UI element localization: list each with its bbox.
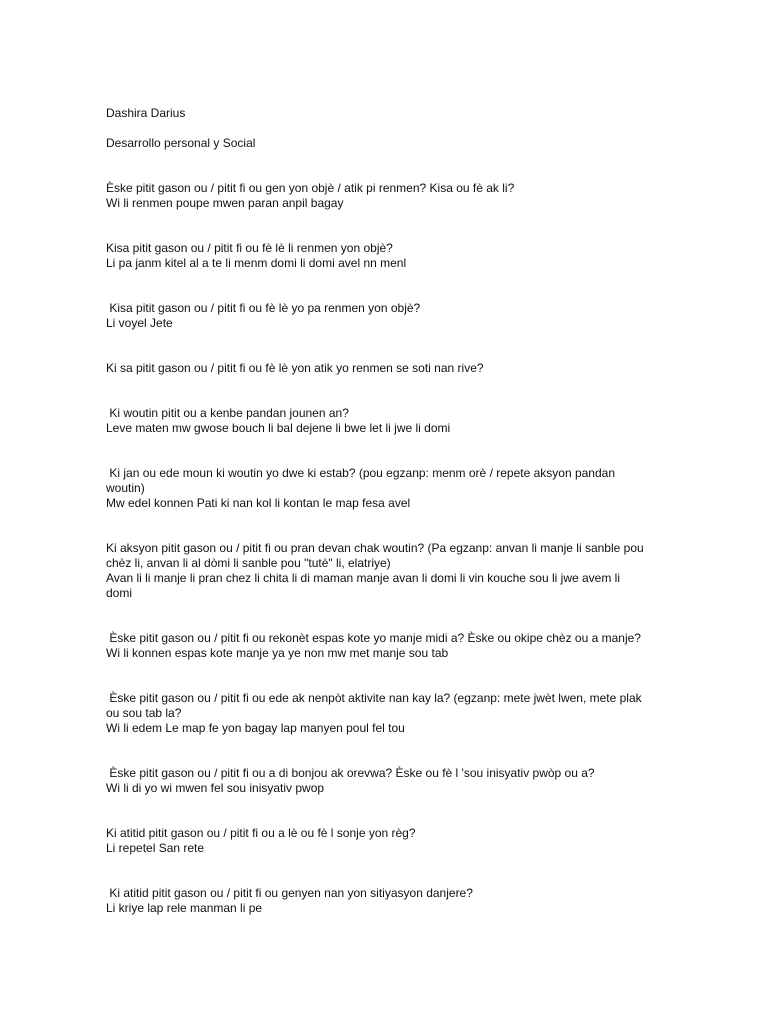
qa-item [106,886,646,916]
qa-item [106,541,646,601]
qa-item [106,691,646,736]
question-text: Èske pitit gason ou / pitit fi ou a di bonjou ak orevwa? Èske ou fè l 'sou inisyativ pwòp ou a? [106,766,595,780]
question-text: Ki sa pitit gason ou / pitit fi ou fè lè yon atik yo renmen se soti nan rive? [106,361,484,375]
qa-item [106,406,646,436]
answer-text: Li kriye lap rele manman li pe [106,901,263,915]
qa-item [106,826,646,856]
question-text: Kisa pitit gason ou / pitit fi ou fè lè yo pa renmen yon objè? [106,301,421,315]
qa-item [106,241,646,271]
qa-item [106,301,646,331]
question-text: Ki jan ou ede moun ki woutin yo dwe ki estab? (pou egzanp: menm orè / repete aksyon pandan woutin) [106,466,619,495]
question-text: Ki woutin pitit ou a kenbe pandan jounen an? [106,406,349,420]
answer-text: Li pa janm kitel al a te li menm domi li domi avel nn menl [106,256,407,270]
question-text: Èske pitit gason ou / pitit fi ou ede ak nenpòt aktivite nan kay la? (egzanp: mete jwèt lwen, mete plak ou sou tab la? [106,691,645,720]
qa-item [106,181,646,211]
answer-text: Wi li di yo wi mwen fel sou inisyativ pwop [106,781,325,795]
qa-item [106,466,646,511]
answer-text: Mw edel konnen Pati ki nan kol li kontan le map fesa avel [106,496,411,510]
answer-text: Li repetel San rete [106,841,205,855]
question-text: Ki atitid pitit gason ou / pitit fi ou a lè ou fè l sonje yon règ? [106,826,416,840]
question-text: Èske pitit gason ou / pitit fi ou rekonèt espas kote yo manje midi a? Èske ou okipe chèz ou a manje? [106,631,641,645]
qa-item [106,766,646,796]
answer-text: Avan li li manje li pran chez li chita li di maman manje avan li domi li vin kouche sou li jwe avem li domi [106,571,624,600]
course-title: Desarrollo personal y Social [106,136,256,150]
author-name: Dashira Darius [106,106,186,120]
question-text: Ki atitid pitit gason ou / pitit fi ou genyen nan yon sitiyasyon danjere? [106,886,473,900]
answer-text: Li voyel Jete [106,316,173,330]
qa-item [106,631,646,661]
answer-text: Wi li renmen poupe mwen paran anpil bagay [106,196,344,210]
question-text: Kisa pitit gason ou / pitit fi ou fè lè li renmen yon objè? [106,241,393,255]
qa-item [106,361,646,376]
answer-text: Leve maten mw gwose bouch li bal dejene li bwe let li jwe li domi [106,421,451,435]
question-text: Èske pitit gason ou / pitit fi ou gen yon objè / atik pi renmen? Kisa ou fè ak li? [106,181,515,195]
answer-text: Wi li konnen espas kote manje ya ye non mw met manje sou tab [106,646,449,660]
question-text: Ki aksyon pitit gason ou / pitit fi ou pran devan chak woutin? (Pa egzanp: anvan li manje li sanble pou chèz li, anvan li al dòmi li sanble pou "tutè" li, elatriye) [106,541,648,570]
answer-text: Wi li edem Le map fe yon bagay lap manyen poul fel tou [106,721,405,735]
document-page [106,106,646,946]
